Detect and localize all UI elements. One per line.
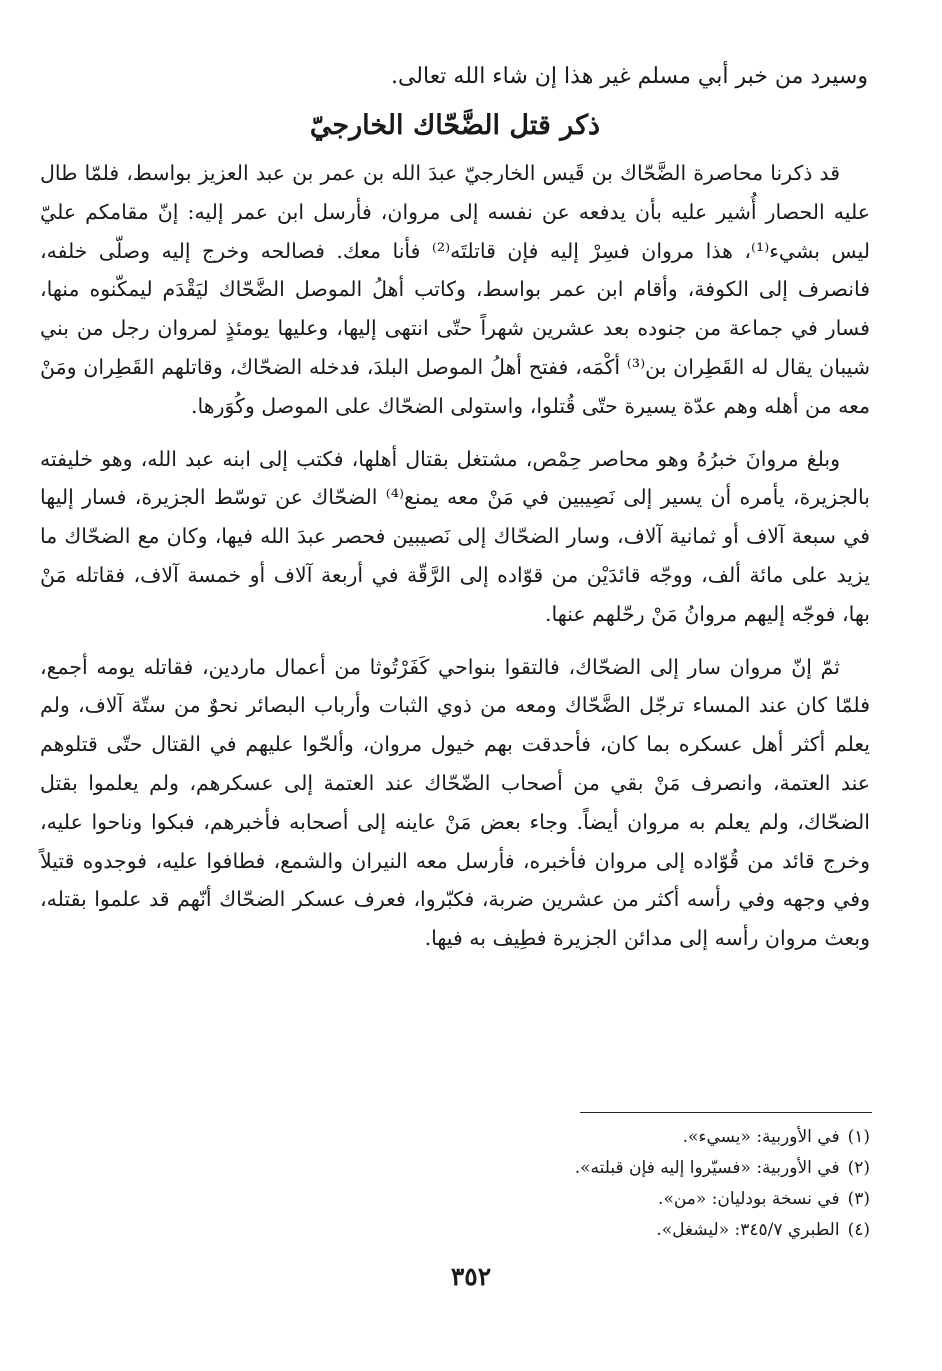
page-body	[40, 58, 870, 972]
footnote-number: (٣)	[847, 1189, 870, 1209]
footnote-text: في الأوربية: «فسيّروا إليه فإن قبلته».	[574, 1158, 840, 1178]
footnote-2	[40, 1153, 870, 1184]
footnote-text: الطبري ٣٤٥/٧: «ليشغل».	[656, 1220, 840, 1240]
footnote-4	[40, 1215, 870, 1246]
footnote-number: (٤)	[847, 1220, 870, 1240]
lead-line: وسيرد من خبر أبي مسلم غير هذا إن شاء الله تعالى.	[390, 64, 868, 89]
footnote-1	[40, 1122, 870, 1153]
section-heading: ذكر قتل الضَّحّاك الخارجيّ	[309, 110, 601, 141]
paragraph-1: قد ذكرنا محاصرة الضَّحّاك بن قَيس الخارجيّ عبدَ الله بن عمر بن عبد العزيز بواسط، فلمّا طال عليه الحصار أُشير عليه بأن يدفعه عن نفسه إلى مروان، فأرسل ابن عمر إليه: إنّ مقامكم عليّ ليس بشيء⁽¹⁾، هذا مروان فسِرْ إليه فإن قاتلتَه⁽²⁾ فأنا معك. فصالحه وخرج إليه وصلّى خلفه، فانصرف إلى الكوفة، وأقام ابن عمر بواسط، وكاتب أهلُ الموصل الضَّحّاك ليَقْدَم ليمكّنوه منها، فسار في جماعة من جنوده بعد عشرين شهراً حتّى انتهى إليها، وعليها يومئذٍ لمروان رجل من بني شيبان يقال له القَطِران بن⁽³⁾ أكْمَه، ففتح أهلُ الموصل البلدَ، فدخله الضحّاك، وقاتلهم القَطِران ومَنْ معه من أهله وهم عدّة يسيرة حتّى قُتلوا، واستولى الضحّاك على الموصل وكُوَرها.	[40, 161, 870, 418]
page-number: ٣٥٢	[450, 1262, 492, 1291]
footnote-number: (١)	[847, 1127, 870, 1147]
footnote-text: في نسخة بودليان: «من».	[658, 1189, 840, 1209]
paragraph-3: ثمّ إنّ مروان سار إلى الضحّاك، فالتقوا بنواحي كَفَرْتُوثا من أعمال ماردين، فقاتله يومه أجمع، فلمّا كان عند المساء ترجّل الضَّحّاك ومعه من ذوي الثبات وأرباب البصائر نحوٌ من ستّة آلاف، ولم يعلم أكثر أهل عسكره بما كان، فأحدقت بهم خيول مروان، وألحّوا عليهم في القتال حتّى قتلوهم عند العتمة، وانصرف مَنْ بقي من أصحاب الضّحّاك عند العتمة إلى عسكرهم، ولم يعلموا بقتل الضحّاك، ولم يعلم به مروان أيضاً. وجاء بعض مَنْ عاينه إلى أصحابه فأخبرهم، فبكوا وناحوا عليه، وخرج قائد من قُوّاده إلى مروان فأخبره، فأرسل معه النيران والشمع، فطافوا عليه، فوجدوه قتيلاً وفي وجهه وفي رأسه أكثر من عشرين ضربة، فكبّروا، فعرف عسكر الضحّاك أنّهم قد علموا بقتله، وبعث مروان رأسه إلى مدائن الجزيرة فطِيف به فيها.	[40, 654, 870, 951]
footnote-3	[40, 1184, 870, 1215]
paragraph-2: وبلغ مروانَ خبرُهُ وهو محاصر حِمْص، مشتغل بقتال أهلها، فكتب إلى ابنه عبد الله، وهو خليفته بالجزيرة، يأمره أن يسير إلى نَصِيبين في مَنْ معه يمنع⁽⁴⁾ الضحّاك عن توسّط الجزيرة، فسار إليها في سبعة آلاف أو ثمانية آلاف، وسار الضحّاك إلى نَصيبين فحصر عبدَ الله فيها، وكان مع الضحّاك ما يزيد على مائة ألف، ووجّه قائدَيْن من قوّاده إلى الرَّقّة في أربعة آلاف أو خمسة آلاف، فقاتله مَنْ بها، فوجّه إليهم مروانُ مَنْ رحّلهم عنها.	[40, 446, 870, 626]
footnote-divider	[580, 1112, 872, 1113]
footnote-text: في الأوربية: «يسيء».	[682, 1127, 840, 1147]
footnote-number: (٢)	[847, 1158, 870, 1178]
footnotes	[40, 1122, 870, 1246]
